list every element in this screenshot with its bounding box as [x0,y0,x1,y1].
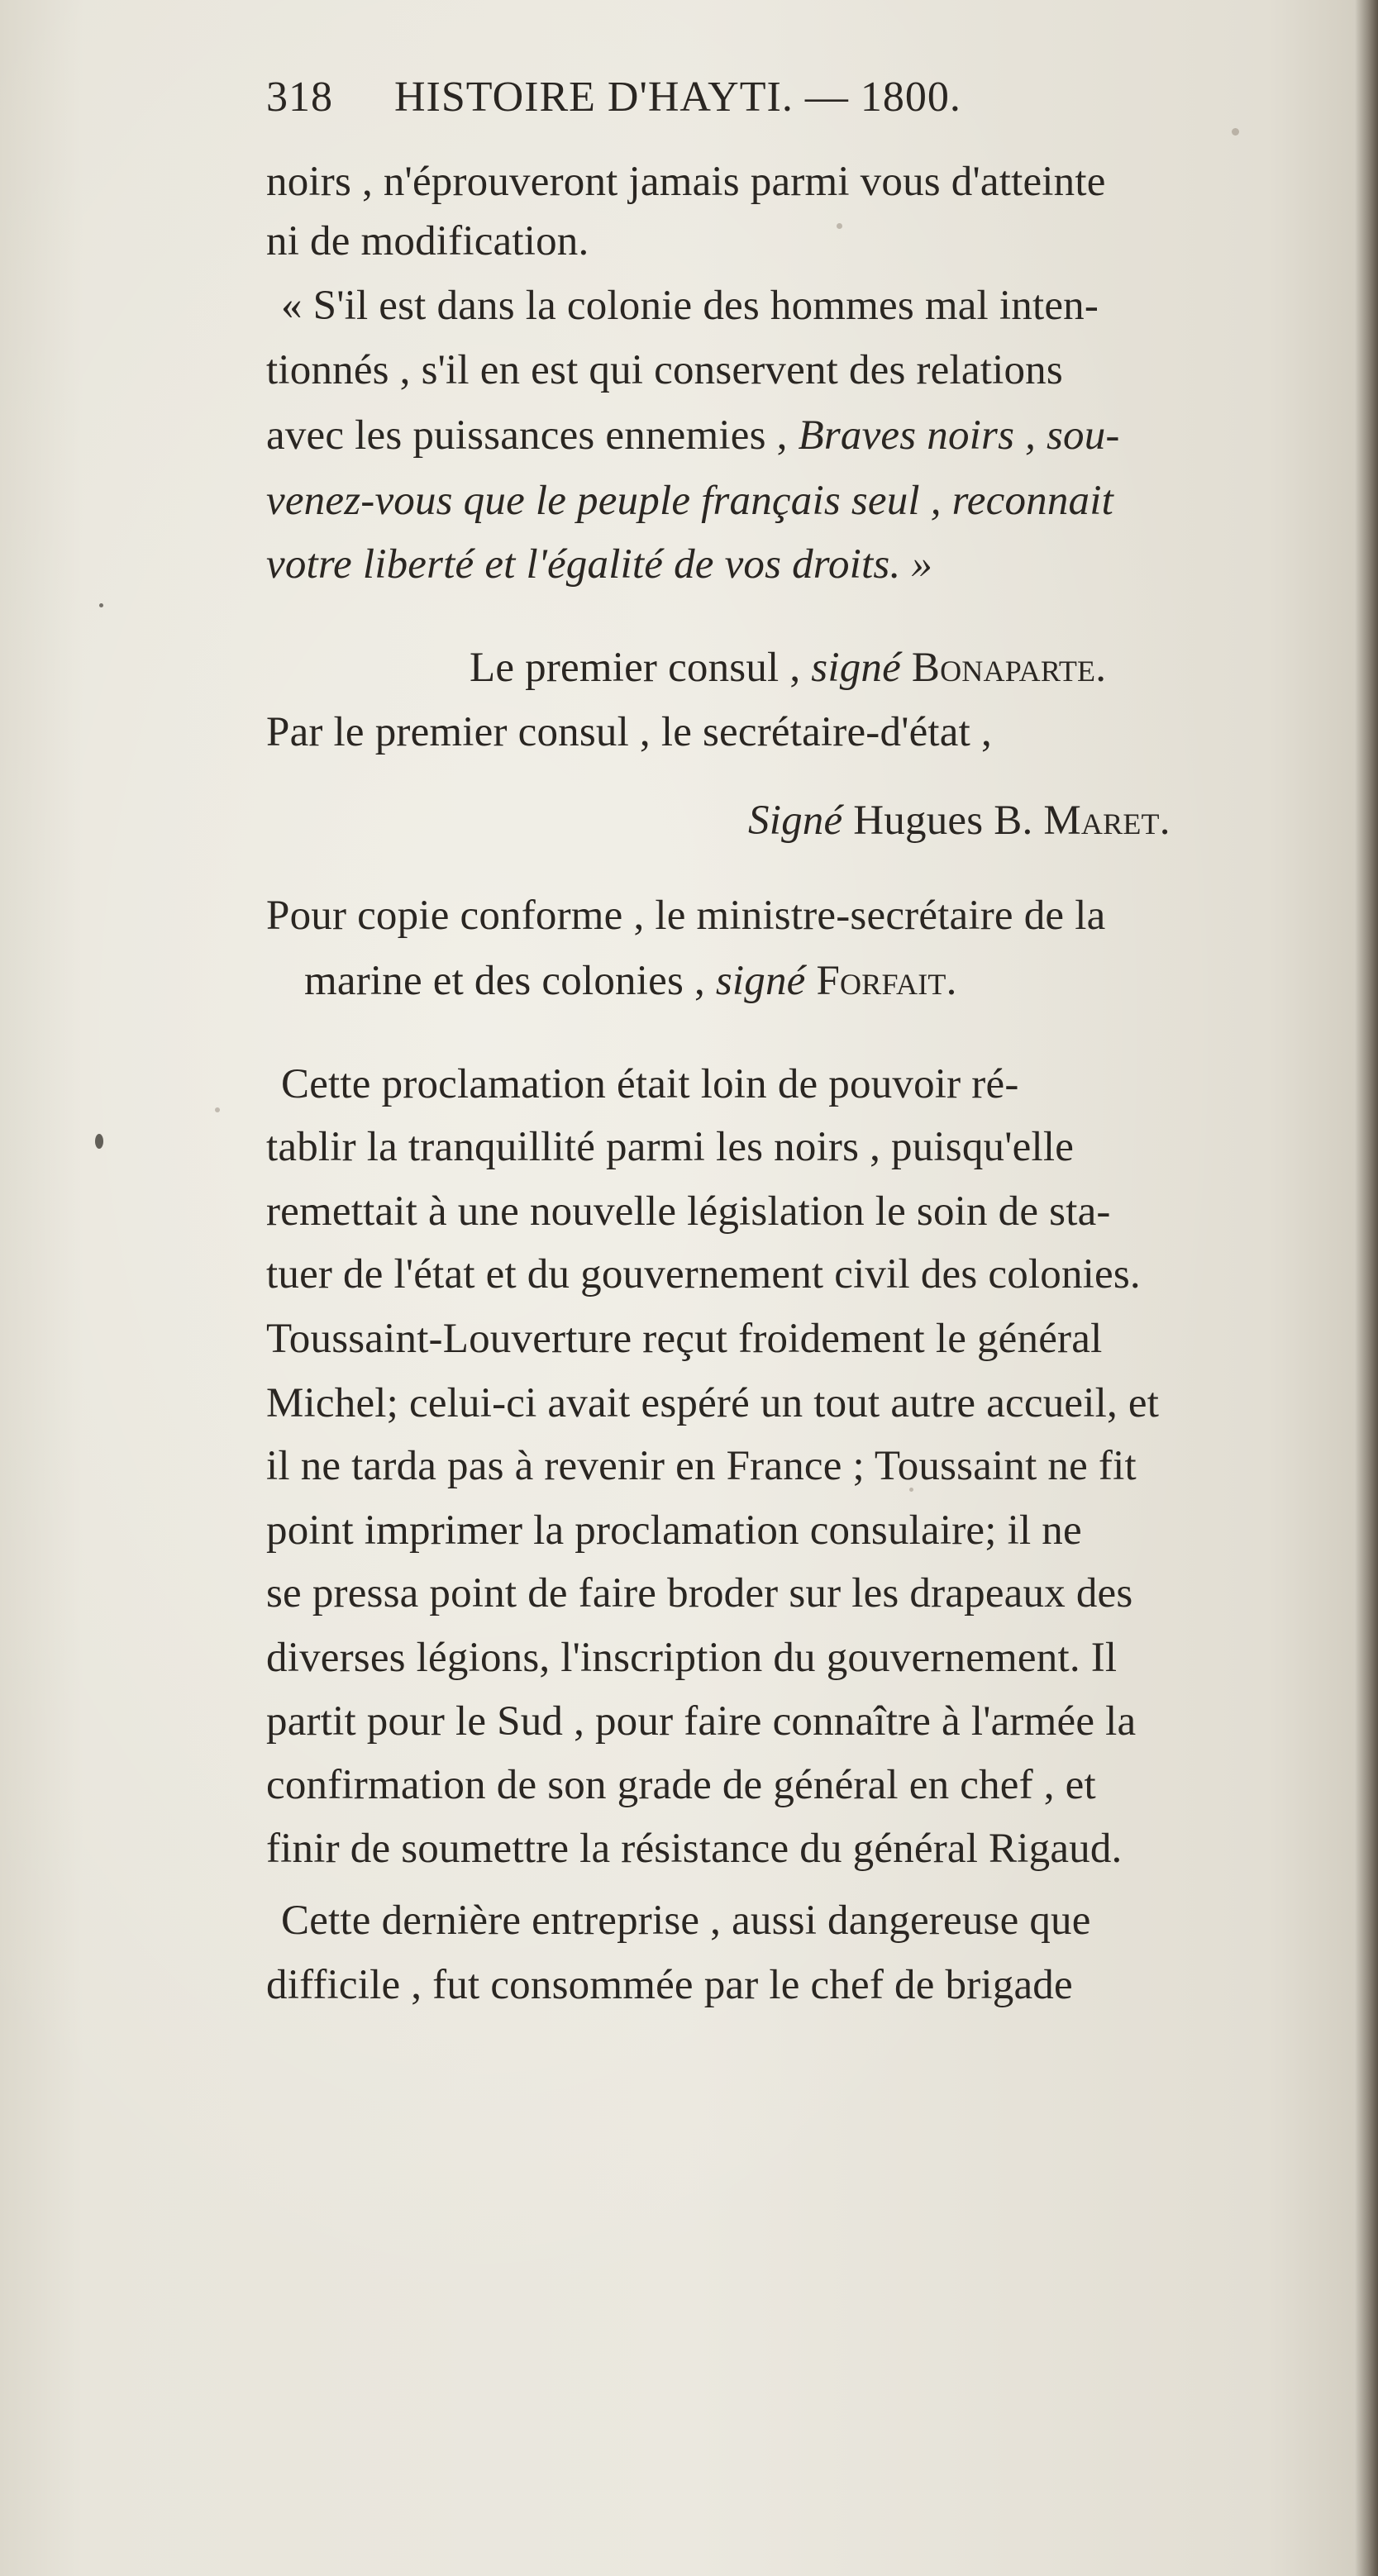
text-line: diverses légions, l'inscription du gouvernement. Il [266,1635,1118,1681]
text-segment: avec les puissances ennemies , [266,412,788,459]
text-line: il ne tarda pas à revenir en France ; Toussaint ne fit [266,1443,1137,1489]
italic-segment: venez-vous que le peuple français seul , reconnait [266,478,1113,524]
text-line: tionnés , s'il en est qui conservent des relations [266,347,1063,393]
text-line: tablir la tranquillité parmi les noirs , puisqu'elle [266,1124,1075,1170]
signature-line: Signé Hugues B. Maret. [748,798,1171,844]
text-line: Cette dernière entreprise , aussi dangereuse que [281,1897,1091,1944]
running-header [266,73,961,122]
text-line: « S'il est dans la colonie des hommes mal inten- [281,283,1099,329]
text-line: Cette proclamation était loin de pouvoir ré- [281,1061,1019,1107]
text-line [266,540,932,589]
text-line [266,411,1120,460]
signe-label: signé [811,645,901,691]
text-line: confirmation de son grade de général en chef , et [266,1762,1096,1808]
text-line: partit pour le Sud , pour faire connaître à l'armée la [266,1698,1137,1745]
text-line: point imprimer la proclamation consulaire; il ne [266,1507,1082,1554]
text-line: se pressa point de faire broder sur les drapeaux des [266,1570,1133,1617]
countersign-line: Par le premier consul , le secrétaire-d'état , [266,709,992,755]
text-line: tuer de l'état et du gouvernement civil des colonies. [266,1251,1141,1298]
paper-speck [215,1107,220,1112]
text-line: difficile , fut consommée par le chef de brigade [266,1962,1073,2008]
running-title: HISTOIRE D'HAYTI. — 1800. [394,74,961,121]
signe-label: Signé [748,798,843,844]
paper-speck [837,223,842,229]
italic-segment: votre liberté et l'égalité de vos droits. » [266,541,933,588]
text-line: remettait à une nouvelle législation le soin de sta- [266,1188,1111,1235]
paper-speck [1232,128,1239,136]
copy-line: Pour copie conforme , le ministre-secrétaire de la [266,893,1106,939]
text-line: noirs , n'éprouveront jamais parmi vous d'atteinte [266,159,1106,205]
signatory-name: Bonaparte. [911,645,1107,691]
text-line: Toussaint-Louverture reçut froidement le général [266,1316,1103,1362]
italic-segment: Braves noirs , sou- [798,412,1120,459]
page-number: 318 [266,74,333,121]
text-line: finir de soumettre la résistance du général Rigaud. [266,1826,1123,1872]
text-line: ni de modification. [266,218,589,264]
page-edge-shadow [1355,0,1378,2576]
signatory-name: Maret. [1043,798,1171,844]
text-line: Michel; celui-ci avait espéré un tout autre accueil, et [266,1380,1160,1426]
text-line [266,476,1113,526]
copy-line: marine et des colonies , signé Forfait. [304,958,957,1004]
signe-label: signé [715,958,806,1004]
signature-line: Le premier consul , signé Bonaparte. [470,645,1107,691]
paper-speck [99,603,103,607]
signatory-name: Forfait. [816,958,957,1004]
paper-speck [95,1134,103,1149]
